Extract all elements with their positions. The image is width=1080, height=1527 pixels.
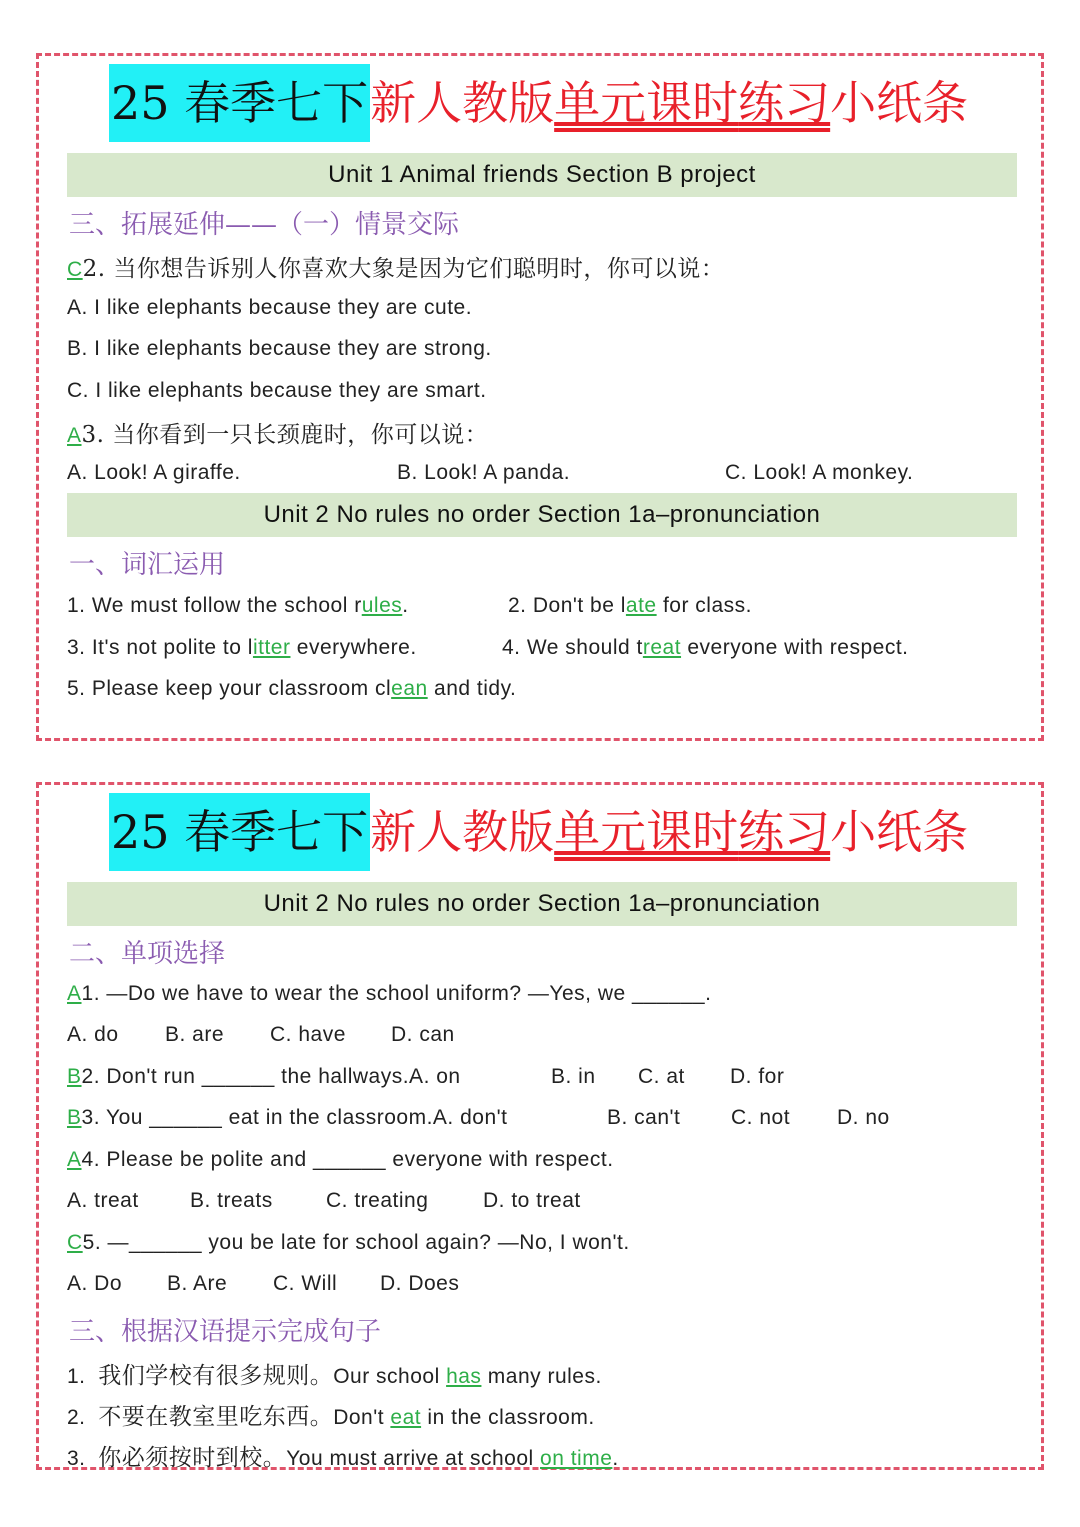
title-highlight: 25 春季七下: [109, 64, 370, 142]
mc-question-1: A1. —Do we have to wear the school uniform? —Yes, we ______.: [67, 982, 712, 1005]
section-heading: 三、拓展延伸——（一）情景交际: [69, 210, 460, 240]
unit-band: Unit 2 No rules no order Section 1a–pronunciation: [67, 882, 1017, 926]
title-highlight: 25 春季七下: [109, 793, 370, 871]
question-3: A3. 当你看到一只长颈鹿时，你可以说：: [67, 422, 489, 448]
vocab-1: 1. We must follow the school rules.: [67, 594, 409, 617]
option-a: A. Look! A giraffe.: [67, 461, 241, 484]
question-2: C2. 当你想告诉别人你喜欢大象是因为它们聪明时，你可以说：: [67, 256, 725, 282]
mc-question-4: A4. Please be polite and ______ everyone with respect.: [67, 1148, 614, 1171]
worksheet-card-2: 25 春季七下新人教版单元课时练习小纸条 Unit 2 No rules no order Section 1a–pronunciation 二、单项选择 A1. —Do we have to wear the school uniform? —Yes, we ______. A. do B. are C. have D. can B2. Don't run ______ the hallways.A. on B. in C. at D. for B3. You ______ eat in the classroom.A. don't B. can't C. not D. no A4. Please be polite and ______ everyone with respect. A. treat B. treats C. treating D. to treat C5. —______ you be late for school again? —No, I won't. A. Do B. Are C. Will D. Does 三、根据汉语提示完成句子 1. 我们学校有很多规则。Our school has many rules. 2. 不要在教室里吃东西。Don't eat in the classroom. 3. 你必须按时到校。You must arrive at school on time.: [36, 782, 1044, 1470]
option-c: C. Look! A monkey.: [725, 461, 914, 484]
option-c: C. I like elephants because they are smart.: [67, 379, 487, 402]
mc-question-5: C5. —______ you be late for school again? —No, I won't.: [67, 1231, 630, 1254]
section-heading: 三、根据汉语提示完成句子: [69, 1317, 382, 1347]
mc-question-2: B2. Don't run ______ the hallways.A. on: [67, 1065, 461, 1088]
mc-question-3: B3. You ______ eat in the classroom.A. don't: [67, 1106, 508, 1129]
option-a: A. I like elephants because they are cute.: [67, 296, 473, 319]
option-b: B. I like elephants because they are strong.: [67, 337, 492, 360]
sentence-2: 2. 不要在教室里吃东西。Don't eat in the classroom.: [67, 1404, 595, 1430]
card-title: 25 春季七下新人教版单元课时练习小纸条: [109, 64, 968, 142]
mc-option: D. no: [837, 1106, 890, 1129]
card-title: 25 春季七下新人教版单元课时练习小纸条: [109, 793, 968, 871]
mc-option: B. in: [551, 1065, 596, 1088]
section-heading: 一、词汇运用: [69, 550, 226, 580]
vocab-3: 3. It's not polite to litter everywhere.: [67, 636, 417, 659]
unit-band: Unit 2 No rules no order Section 1a–pronunciation: [67, 493, 1017, 537]
vocab-4: 4. We should treat everyone with respect.: [502, 636, 909, 659]
mc-option: C. not: [731, 1106, 791, 1129]
sentence-3: 3. 你必须按时到校。You must arrive at school on time.: [67, 1445, 619, 1471]
section-heading: 二、单项选择: [69, 939, 226, 969]
mc-option: B. can't: [607, 1106, 681, 1129]
mc-option: D. for: [730, 1065, 785, 1088]
vocab-5: 5. Please keep your classroom clean and tidy.: [67, 677, 517, 700]
sentence-1: 1. 我们学校有很多规则。Our school has many rules.: [67, 1363, 602, 1389]
mc-option: C. at: [638, 1065, 685, 1088]
worksheet-card-1: [36, 53, 1044, 741]
unit-band: Unit 1 Animal friends Section B project: [67, 153, 1017, 197]
option-b: B. Look! A panda.: [397, 461, 571, 484]
vocab-2: 2. Don't be late for class.: [508, 594, 752, 617]
